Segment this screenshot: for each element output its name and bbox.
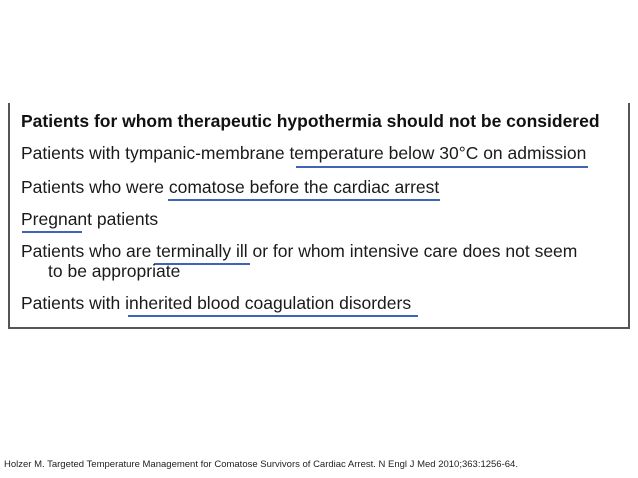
- citation-footnote: Holzer M. Targeted Temperature Management for Comatose Survivors of Cardiac Arrest. N Engl J Med 2010;363:1256-64.: [4, 459, 518, 470]
- row-terminally-ill-continued: to be appropriate: [48, 261, 181, 281]
- underline-comatose: [168, 199, 440, 201]
- underline-pregnant: [22, 231, 82, 233]
- row-comatose: Patients who were comatose before the cardiac arrest: [21, 177, 440, 197]
- row-pregnant: Pregnant patients: [21, 209, 159, 229]
- row-terminally-ill: Patients who are terminally ill or for whom intensive care does not seem: [21, 241, 578, 261]
- table-title: Patients for whom therapeutic hypothermia should not be considered: [21, 111, 600, 131]
- row-coagulation: Patients with inherited blood coagulation disorders: [21, 293, 412, 313]
- row-temperature: Patients with tympanic-membrane temperature below 30°C on admission: [21, 143, 587, 163]
- underline-temperature: [296, 166, 588, 168]
- underline-coagulation: [128, 315, 418, 317]
